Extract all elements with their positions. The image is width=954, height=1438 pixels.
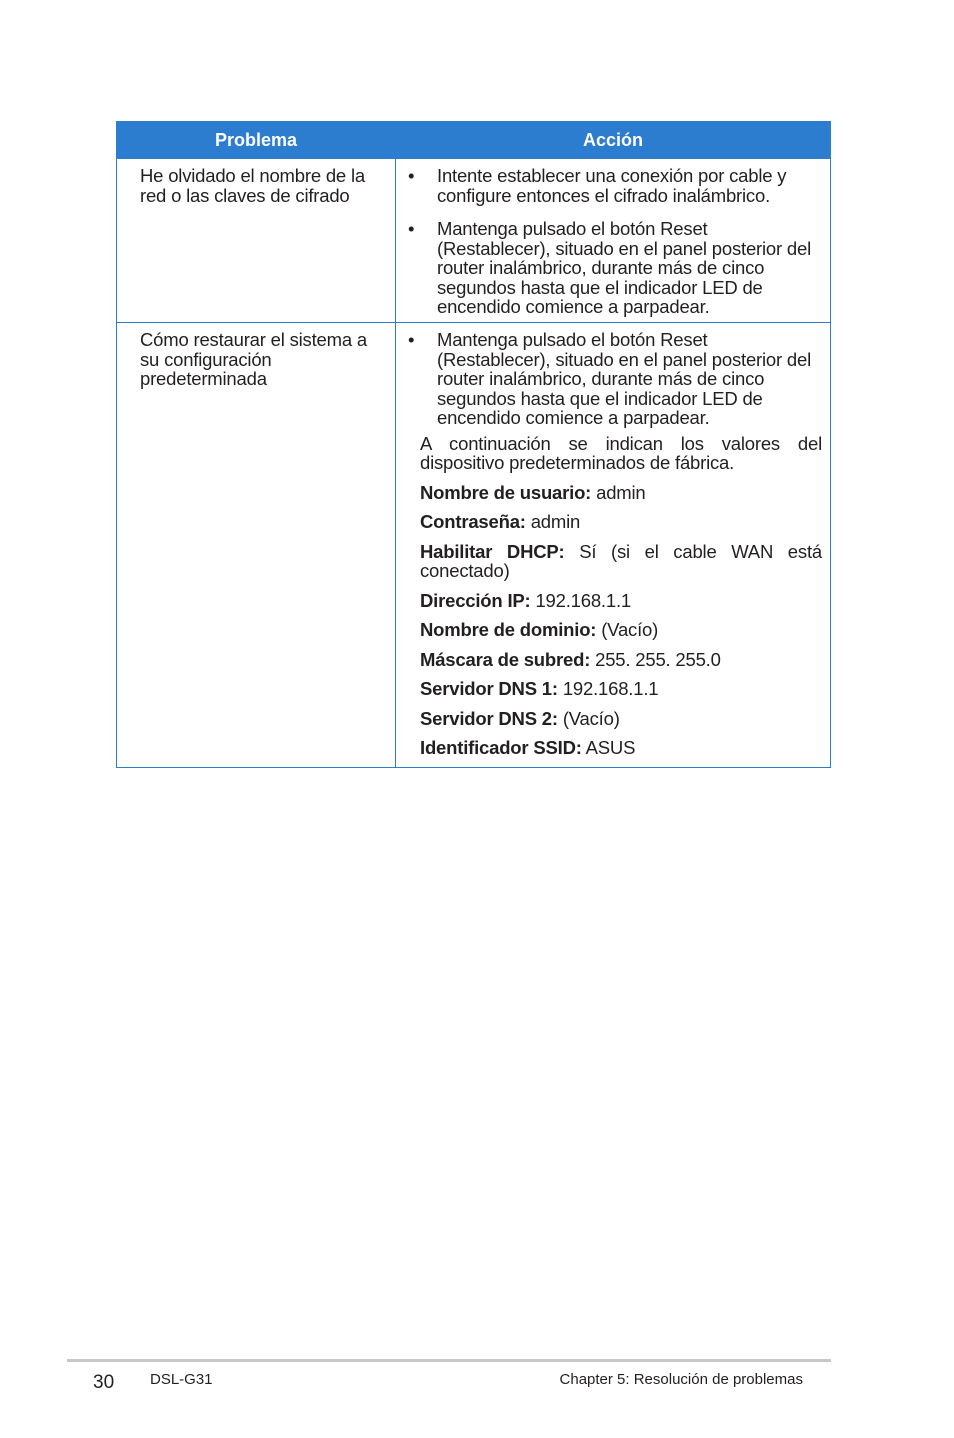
bullet-icon: • <box>408 218 415 239</box>
bullet-icon: • <box>408 165 415 186</box>
table-row <box>117 159 831 323</box>
model-name: DSL-G31 <box>150 1371 213 1388</box>
default-password: Contraseña: admin <box>420 511 581 532</box>
defaults-note: A continuación se indican los valores del dispositivo predeterminados de fábrica. <box>420 432 822 473</box>
default-dhcp: Habilitar DHCP: Sí (si el cable WAN está conectado) <box>420 540 822 581</box>
page-number: 30 <box>93 1372 115 1393</box>
bullet-item: • Mantenga pulsado el botón Reset (Restablecer), situado en el panel posterior del router inalámbrico, durante más de cinco segundos hasta que el indicador LED de encendido comience a parpadear. <box>408 218 811 317</box>
action-cell <box>396 159 831 323</box>
header-action: Acción <box>396 122 831 159</box>
default-domain-name: Nombre de dominio: (Vacío) <box>420 619 659 640</box>
default-dns-2: Servidor DNS 2: (Vacío) <box>420 707 620 729</box>
problem-cell: Cómo restaurar el sistema a su configuración predeterminada <box>117 323 396 768</box>
footer-divider <box>67 1359 831 1362</box>
action-cell <box>396 323 831 768</box>
table-header-row <box>117 122 831 159</box>
default-ip-address: Dirección IP: 192.168.1.1 <box>420 589 631 611</box>
bullet-item: • Mantenga pulsado el botón Reset (Restablecer), situado en el panel posterior del router inalámbrico, durante más de cinco segundos hasta que el indicador LED de encendido comience a parpadear. <box>408 329 811 428</box>
problem-cell: He olvidado el nombre de la red o las claves de cifrado <box>117 159 396 323</box>
chapter-title: Chapter 5: Resolución de problemas <box>559 1371 803 1388</box>
default-username: Nombre de usuario: admin <box>420 481 646 503</box>
table-row <box>117 323 831 768</box>
default-dns-1: Servidor DNS 1: 192.168.1.1 <box>420 678 659 699</box>
troubleshooting-table <box>116 121 831 768</box>
bullet-icon: • <box>408 329 415 350</box>
header-problem: Problema <box>117 122 396 159</box>
default-ssid: Identificador SSID: ASUS <box>420 737 636 758</box>
default-subnet-mask: Máscara de subred: 255. 255. 255.0 <box>420 648 721 670</box>
bullet-item: • Intente establecer una conexión por cable y configure entonces el cifrado inalámbrico. <box>408 165 787 206</box>
